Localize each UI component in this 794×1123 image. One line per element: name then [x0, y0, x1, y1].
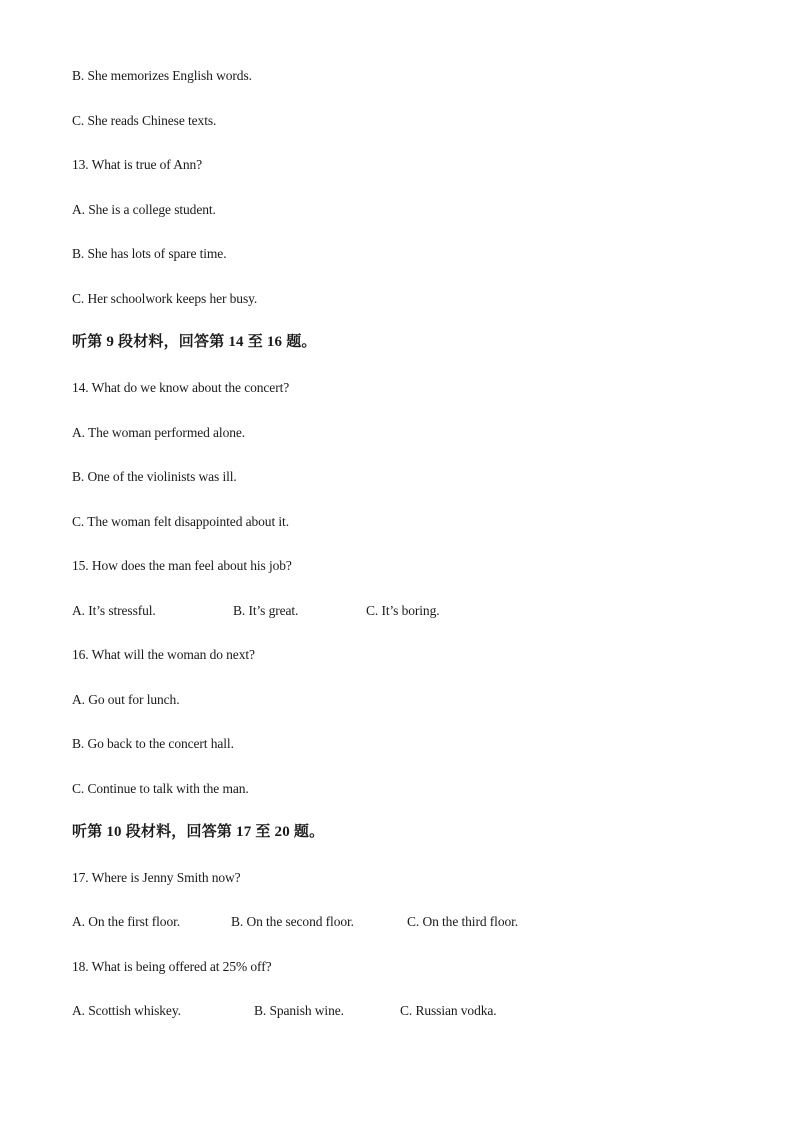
question-12-option-c: C. She reads Chinese texts.	[72, 113, 217, 128]
question-14-option-b: B. One of the violinists was ill.	[72, 469, 237, 484]
section-heading-10: 听第 10 段材料，回答第 17 至 20 题。	[72, 824, 325, 840]
question-15-text: 15. How does the man feel about his job?	[72, 558, 292, 573]
question-13-option-b: B. She has lots of spare time.	[72, 246, 227, 261]
question-17-option-c: C. On the third floor.	[407, 914, 519, 929]
question-14-option-c: C. The woman felt disappointed about it.	[72, 514, 289, 529]
question-18-option-c: C. Russian vodka.	[400, 1003, 497, 1018]
question-14-option-a: A. The woman performed alone.	[72, 425, 246, 440]
question-17-option-b: B. On the second floor.	[231, 914, 354, 929]
question-12-option-b: B. She memorizes English words.	[72, 68, 252, 83]
question-18-option-a: A. Scottish whiskey.	[72, 1003, 181, 1018]
question-16-text: 16. What will the woman do next?	[72, 647, 255, 662]
question-15-option-b: B. It’s great.	[233, 603, 299, 618]
question-14-text: 14. What do we know about the concert?	[72, 380, 290, 395]
question-13-option-a: A. She is a college student.	[72, 202, 216, 217]
question-13-option-c: C. Her schoolwork keeps her busy.	[72, 291, 258, 306]
question-16-option-b: B. Go back to the concert hall.	[72, 736, 234, 751]
question-15-option-a: A. It’s stressful.	[72, 603, 156, 618]
section-heading-9: 听第 9 段材料，回答第 14 至 16 题。	[72, 334, 317, 350]
question-16-option-c: C. Continue to talk with the man.	[72, 781, 249, 796]
question-17-option-a: A. On the first floor.	[72, 914, 181, 929]
question-15-option-c: C. It’s boring.	[366, 603, 440, 618]
question-18-option-b: B. Spanish wine.	[254, 1003, 344, 1018]
question-16-option-a: A. Go out for lunch.	[72, 692, 180, 707]
question-17-text: 17. Where is Jenny Smith now?	[72, 870, 241, 885]
question-18-text: 18. What is being offered at 25% off?	[72, 959, 272, 974]
question-13-text: 13. What is true of Ann?	[72, 157, 203, 172]
